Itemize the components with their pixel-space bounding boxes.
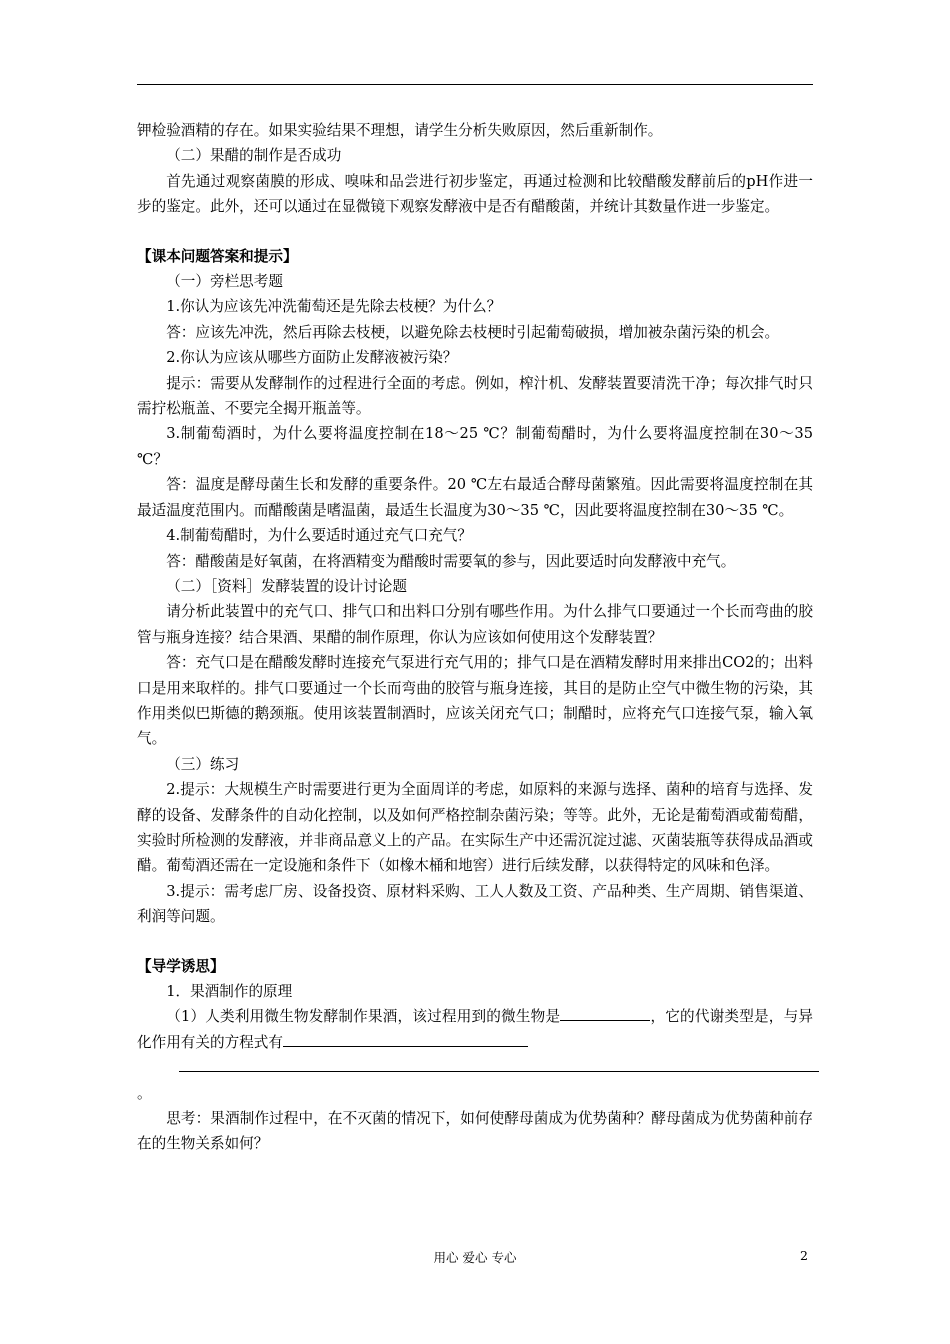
answer: 答：醋酸菌是好氧菌，在将酒精变为醋酸时需要氧的参与，因此要适时向发酵液中充气。	[166, 552, 736, 570]
subheading: （二）果醋的制作是否成功	[166, 147, 342, 165]
question: 请分析此装置中的充气口、排气口和出料口分别有哪些作用。为什么排气口要通过一个长而弯曲的胶管与瓶身连接？结合果酒、果醋的制作原理，你认为应该如何使用这个发酵装置？	[137, 603, 813, 646]
subheading: （二）［资料］发酵装置的设计讨论题	[166, 577, 407, 595]
section-heading: 【导学诱思】	[137, 957, 225, 975]
fill-text: ，它的代谢类型是	[650, 1008, 769, 1026]
question: 4.制葡萄醋时，为什么要适时通过充气口充气？	[166, 527, 472, 545]
fill-blank[interactable]	[179, 1055, 819, 1072]
fill-in-question	[137, 1004, 813, 1055]
footer-motto: 用心 爱心 专心	[433, 1250, 517, 1265]
question: 1.你认为应该先冲洗葡萄还是先除去枝梗？为什么？	[166, 298, 502, 316]
answer: 答：充气口是在醋酸发酵时连接充气泵进行充气用的；排气口是在酒精发酵时用来排出CO2的；出料口是用来取样的。排气口要通过一个长而弯曲的胶管与瓶身连接，其目的是防止空气中微生物的污染，其作用类似巴斯德的鹅颈瓶。使用该装置制酒时，应该关闭充气口；制醋时，应将充气口连接气泵，输入氧气。	[137, 654, 813, 748]
fill-blank[interactable]	[283, 1030, 528, 1047]
fill-text: 。	[137, 1084, 152, 1102]
page-content	[137, 118, 813, 1157]
answer: 答：温度是酵母菌生长和发酵的重要条件。20 ℃左右最适合酵母菌繁殖。因此需要将温度控制在其最适温度范围内。而醋酸菌是嗜温菌，最适生长温度为30～35 ℃，因此要将温度控制在30～35 ℃。	[137, 476, 813, 519]
subheading: （一）旁栏思考题	[166, 273, 283, 291]
section-heading: 【课本问题答案和提示】	[137, 247, 298, 265]
answer: 3.提示：需考虑厂房、设备投资、原材料采购、工人人数及工资、产品种类、生产周期、销售渠道、利润等问题。	[137, 882, 813, 926]
answer: 答：应该先冲洗，然后再除去枝梗，以避免除去枝梗时引起葡萄破损，增加被杂菌污染的机会。	[166, 323, 780, 341]
header-rule	[137, 84, 813, 85]
page-number: 2	[800, 1248, 808, 1263]
think-question: 思考：果酒制作过程中，在不灭菌的情况下，如何使酵母菌成为优势菌种？酵母菌成为优势菌种前存在的生物关系如何？	[137, 1110, 813, 1153]
fill-line	[137, 1055, 813, 1106]
subheading: 1．果酒制作的原理	[166, 983, 293, 1000]
fill-text: ，与异化作用有关的方程式有	[137, 1008, 813, 1051]
paragraph: 钾检验酒精的存在。如果实验结果不理想，请学生分析失败原因，然后重新制作。	[137, 122, 663, 139]
question: 3.制葡萄酒时，为什么要将温度控制在18～25 ℃？制葡萄醋时，为什么要将温度控制在30～35 ℃？	[137, 425, 813, 468]
subheading: （三）练习	[166, 755, 240, 773]
question: 2.你认为应该从哪些方面防止发酵液被污染？	[166, 349, 458, 367]
fill-blank[interactable]	[560, 1004, 650, 1021]
fill-text: （1）人类利用微生物发酵制作果酒，该过程用到的微生物是	[166, 1008, 561, 1026]
answer: 2.提示：大规模生产时需要进行更为全面周详的考虑，如原料的来源与选择、菌种的培育与选择、发酵的设备、发酵条件的自动化控制，以及如何严格控制杂菌污染；等等。此外，无论是葡萄酒或葡萄醋，实验时所检测的发酵液，并非商品意义上的产品。在实际生产中还需沉淀过滤、灭菌装瓶等获得成品酒或醋。葡萄酒还需在一定设施和条件下（如橡木桶和地窖）进行后续发酵，以获得特定的风味和色泽。	[137, 781, 813, 875]
paragraph: 首先通过观察菌膜的形成、嗅味和品尝进行初步鉴定，再通过检测和比较醋酸发酵前后的pH作进一步的鉴定。此外，还可以通过在显微镜下观察发酵液中是否有醋酸菌，并统计其数量作进一步鉴定。	[137, 172, 813, 216]
answer: 提示：需要从发酵制作的过程进行全面的考虑。例如，榨汁机、发酵装置要清洗干净；每次排气时只需拧松瓶盖、不要完全揭开瓶盖等。	[137, 374, 813, 418]
